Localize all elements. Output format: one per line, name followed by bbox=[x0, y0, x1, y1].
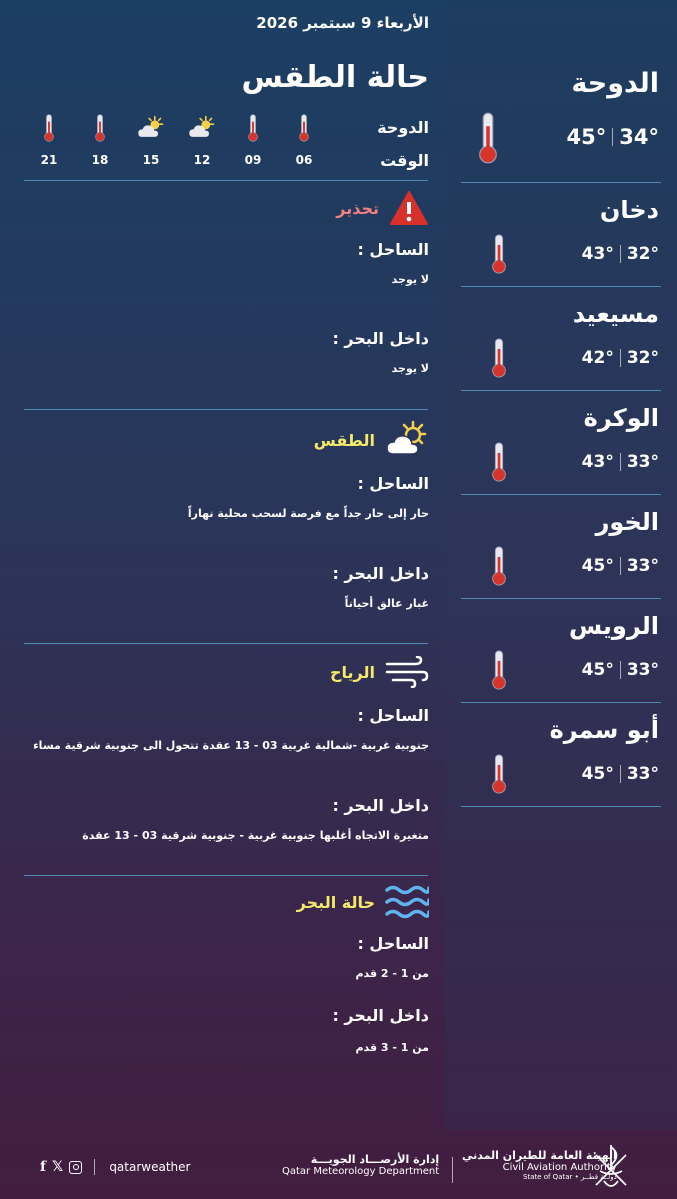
hourly-time: 06 bbox=[295, 153, 313, 167]
city-high-temp: 43° bbox=[581, 244, 614, 264]
divider bbox=[24, 875, 428, 876]
partly-cloudy-icon bbox=[188, 115, 216, 141]
thermometer-icon bbox=[297, 114, 311, 142]
hourly-time: 15 bbox=[142, 153, 160, 167]
city-card bbox=[461, 390, 661, 495]
thermometer-icon bbox=[489, 442, 509, 482]
authority-name-ar: الهيئة العامة للطيران المدني bbox=[462, 1149, 617, 1162]
city-high-temp: 45° bbox=[581, 764, 614, 784]
city-card bbox=[461, 494, 661, 599]
meteorology-department-logo bbox=[282, 1153, 439, 1177]
hourly-slot bbox=[182, 113, 222, 167]
city-name: الرويس bbox=[568, 612, 659, 640]
city-high-temp: 45° bbox=[581, 556, 614, 576]
thermometer-icon bbox=[489, 338, 509, 378]
sea-state-sea-value: من 1 - 3 قدم bbox=[355, 1041, 429, 1054]
hourly-forecast bbox=[26, 113, 326, 173]
sea-state-sea-label: داخل البحر : bbox=[332, 1006, 429, 1025]
warning-coast-label: الساحل : bbox=[357, 240, 429, 259]
dept-name-ar: إدارة الأرصـــاد الجويـــة bbox=[310, 1153, 440, 1166]
page-title: حالة الطقس bbox=[241, 60, 429, 95]
authority-name-en: Civil Aviation Authority bbox=[502, 1162, 617, 1173]
city-name: الدوحة bbox=[571, 68, 659, 99]
authority-subtitle: State of Qatar • دولــة قطــر bbox=[522, 1173, 617, 1181]
thermometer-icon bbox=[489, 546, 509, 586]
city-temps bbox=[582, 348, 659, 368]
weather-section-header bbox=[314, 420, 429, 460]
row-label-time: الوقت bbox=[380, 151, 429, 170]
hourly-time: 21 bbox=[40, 153, 58, 167]
thermometer-icon bbox=[489, 650, 509, 690]
row-label-city: الدوحة bbox=[377, 118, 429, 137]
hourly-slot bbox=[284, 113, 324, 167]
hourly-slot bbox=[29, 113, 69, 167]
city-card bbox=[461, 286, 661, 391]
city-name: الخور bbox=[595, 508, 659, 536]
city-high-temp: 42° bbox=[581, 348, 614, 368]
weather-title: الطقس bbox=[313, 430, 375, 450]
cities-sidebar bbox=[445, 0, 677, 1130]
hourly-time: 09 bbox=[244, 153, 262, 167]
city-temps bbox=[582, 452, 659, 472]
city-card bbox=[461, 702, 661, 807]
wind-icon bbox=[385, 656, 429, 688]
city-low-temp: 33° bbox=[626, 764, 659, 784]
city-card bbox=[461, 182, 661, 287]
city-temps bbox=[582, 660, 659, 680]
social-handle[interactable]: qatarweather bbox=[109, 1160, 191, 1174]
instagram-icon[interactable] bbox=[69, 1161, 82, 1174]
city-name: أبو سمرة bbox=[549, 716, 659, 744]
city-temps bbox=[567, 125, 659, 149]
warning-icon bbox=[389, 190, 429, 226]
divider bbox=[24, 180, 428, 181]
weather-coast-label: الساحل : bbox=[357, 474, 429, 493]
city-temps bbox=[582, 244, 659, 264]
thermometer-icon bbox=[93, 114, 107, 142]
dept-name-en: Qatar Meteorology Department bbox=[282, 1166, 440, 1177]
city-low-temp: 33° bbox=[626, 556, 659, 576]
wind-section-header bbox=[330, 656, 429, 688]
waves-icon bbox=[385, 884, 429, 920]
partly-cloudy-icon bbox=[385, 420, 429, 460]
qatar-emblem-icon bbox=[586, 1141, 636, 1193]
wind-sea-value: متغيرة الاتجاه أغلبها جنوبية غربية - جنوبية شرقية 03 - 13 عقدة bbox=[82, 829, 429, 842]
hourly-time: 12 bbox=[193, 153, 211, 167]
city-high-temp: 43° bbox=[581, 452, 614, 472]
city-temps bbox=[582, 556, 659, 576]
hourly-time: 18 bbox=[91, 153, 109, 167]
hourly-slot bbox=[80, 113, 120, 167]
warning-section-header bbox=[336, 190, 429, 226]
city-high-temp: 45° bbox=[581, 660, 614, 680]
city-low-temp: 33° bbox=[626, 452, 659, 472]
city-low-temp: 32° bbox=[626, 244, 659, 264]
hourly-slot bbox=[131, 113, 171, 167]
wind-coast-label: الساحل : bbox=[357, 706, 429, 725]
city-card bbox=[461, 598, 661, 703]
sea-state-title: حالة البحر bbox=[296, 892, 375, 912]
sea-state-coast-label: الساحل : bbox=[357, 934, 429, 953]
sea-state-coast-value: من 1 - 2 قدم bbox=[355, 967, 429, 980]
weather-sea-value: غبار عالق أحياناً bbox=[344, 597, 429, 610]
sea-state-section-header bbox=[297, 884, 429, 920]
city-low-temp: 34° bbox=[619, 125, 659, 149]
thermometer-icon bbox=[475, 112, 501, 164]
hourly-slot bbox=[233, 113, 273, 167]
facebook-icon[interactable]: f bbox=[40, 1159, 47, 1175]
wind-title: الرياح bbox=[330, 662, 375, 682]
city-name: مسيعيد bbox=[572, 300, 659, 328]
divider bbox=[452, 1157, 453, 1183]
date-label: الأربعاء 9 سبتمبر 2026 bbox=[256, 14, 429, 32]
city-name: الوكرة bbox=[583, 404, 659, 432]
city-name: دخان bbox=[599, 196, 659, 224]
thermometer-icon bbox=[489, 234, 509, 274]
footer bbox=[0, 1135, 677, 1199]
wind-sea-label: داخل البحر : bbox=[332, 796, 429, 815]
warning-coast-value: لا يوجد bbox=[391, 273, 429, 286]
x-icon[interactable]: 𝕏 bbox=[52, 1159, 64, 1175]
city-card bbox=[461, 0, 661, 183]
partly-cloudy-icon bbox=[137, 115, 165, 141]
divider bbox=[24, 643, 428, 644]
warning-title: تحذير bbox=[336, 198, 379, 218]
city-low-temp: 33° bbox=[626, 660, 659, 680]
warning-sea-value: لا يوجد bbox=[391, 362, 429, 375]
divider bbox=[24, 409, 428, 410]
city-low-temp: 32° bbox=[626, 348, 659, 368]
wind-coast-value: جنوبية غربية -شمالية غربية 03 - 13 عقدة تتحول الى جنوبية شرقية مساء bbox=[33, 739, 429, 752]
thermometer-icon bbox=[42, 114, 56, 142]
thermometer-icon bbox=[489, 754, 509, 794]
weather-coast-value: حار إلى حار جداً مع فرصة لسحب محلية نهاراً bbox=[187, 507, 429, 520]
weather-sea-label: داخل البحر : bbox=[332, 564, 429, 583]
city-high-temp: 45° bbox=[566, 125, 607, 149]
city-temps bbox=[582, 764, 659, 784]
thermometer-icon bbox=[246, 114, 260, 142]
warning-sea-label: داخل البحر : bbox=[332, 329, 429, 348]
social-links bbox=[40, 1159, 190, 1175]
